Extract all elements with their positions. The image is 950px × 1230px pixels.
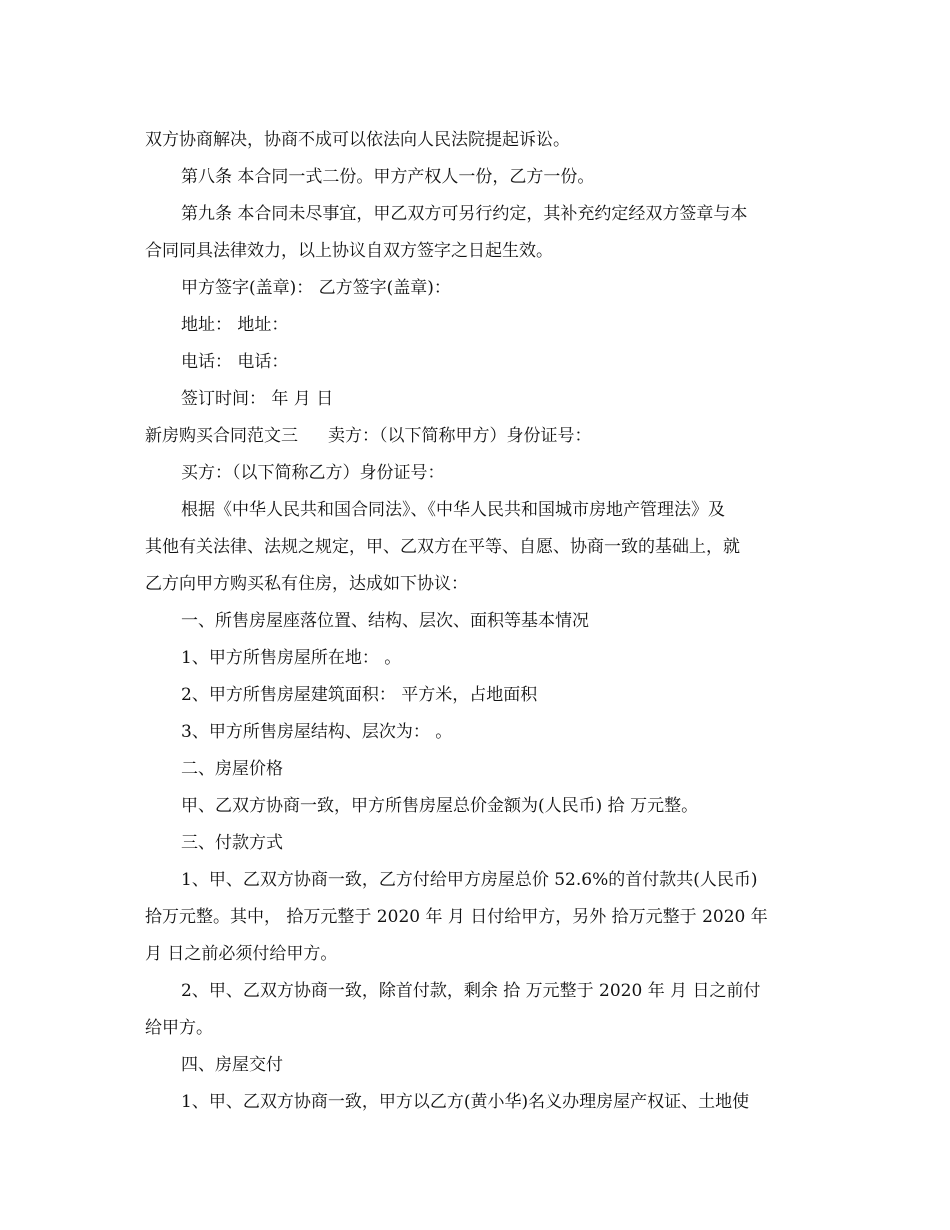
text-line: 1、甲方所售房屋所在地： 。: [181, 648, 402, 668]
text-line: 地址： 地址：: [181, 315, 289, 335]
text-line: 月 日之前必须付给甲方。: [145, 944, 338, 964]
text-line: 甲方签字(盖章)： 乙方签字(盖章)：: [181, 278, 451, 298]
text-line: 1、甲、乙双方协商一致，乙方付给甲方房屋总价 52.6%的首付款共(人民币): [181, 870, 758, 890]
text-line: 签订时间： 年 月 日: [181, 389, 334, 409]
text-line: 乙方向甲方购买私有住房，达成如下协议：: [145, 574, 468, 594]
text-line: 根据《中华人民共和国合同法》、《中华人民共和国城市房地产管理法》及: [181, 500, 725, 520]
text-line: 拾万元整。其中， 拾万元整于 2020 年 月 日付给甲方，另外 拾万元整于 2020 年: [145, 907, 768, 927]
text-line: 四、房屋交付: [181, 1055, 283, 1075]
section-title-line: [145, 424, 592, 448]
text-line: 甲、乙双方协商一致，甲方所售房屋总价金额为(人民币) 拾 万元整。: [181, 796, 699, 816]
text-line: 第八条 本合同一式二份。甲方产权人一份，乙方一份。: [181, 167, 595, 187]
text-line: 二、房屋价格: [181, 759, 283, 779]
seller-line: 卖方：（以下简称甲方）身份证号：: [328, 426, 592, 446]
text-line: 第九条 本合同未尽事宜，甲乙双方可另行约定，其补充约定经双方签章与本: [181, 204, 748, 224]
text-line: 电话： 电话：: [181, 352, 289, 372]
text-line: 3、甲方所售房屋结构、层次为： 。: [181, 722, 453, 742]
text-line: 2、甲、乙双方协商一致，除首付款，剩余 拾 万元整于 2020 年 月 日之前付: [181, 981, 761, 1001]
text-line: 1、甲、乙双方协商一致，甲方以乙方(黄小华)名义办理房屋产权证、土地使: [181, 1092, 750, 1112]
text-line: 三、付款方式: [181, 833, 283, 853]
text-line: 一、所售房屋座落位置、结构、层次、面积等基本情况: [181, 611, 589, 631]
section-title: 新房购买合同范文三: [145, 426, 298, 446]
text-line: 给甲方。: [145, 1018, 213, 1038]
text-line: 合同同具法律效力，以上协议自双方签字之日起生效。: [145, 241, 553, 261]
text-line: 双方协商解决，协商不成可以依法向人民法院提起诉讼。: [145, 130, 570, 150]
text-line: 2、甲方所售房屋建筑面积： 平方米，占地面积: [181, 685, 538, 705]
text-line: 买方：（以下简称乙方）身份证号：: [181, 463, 445, 483]
text-line: 其他有关法律、法规之规定，甲、乙双方在平等、自愿、协商一致的基础上，就: [145, 537, 740, 557]
